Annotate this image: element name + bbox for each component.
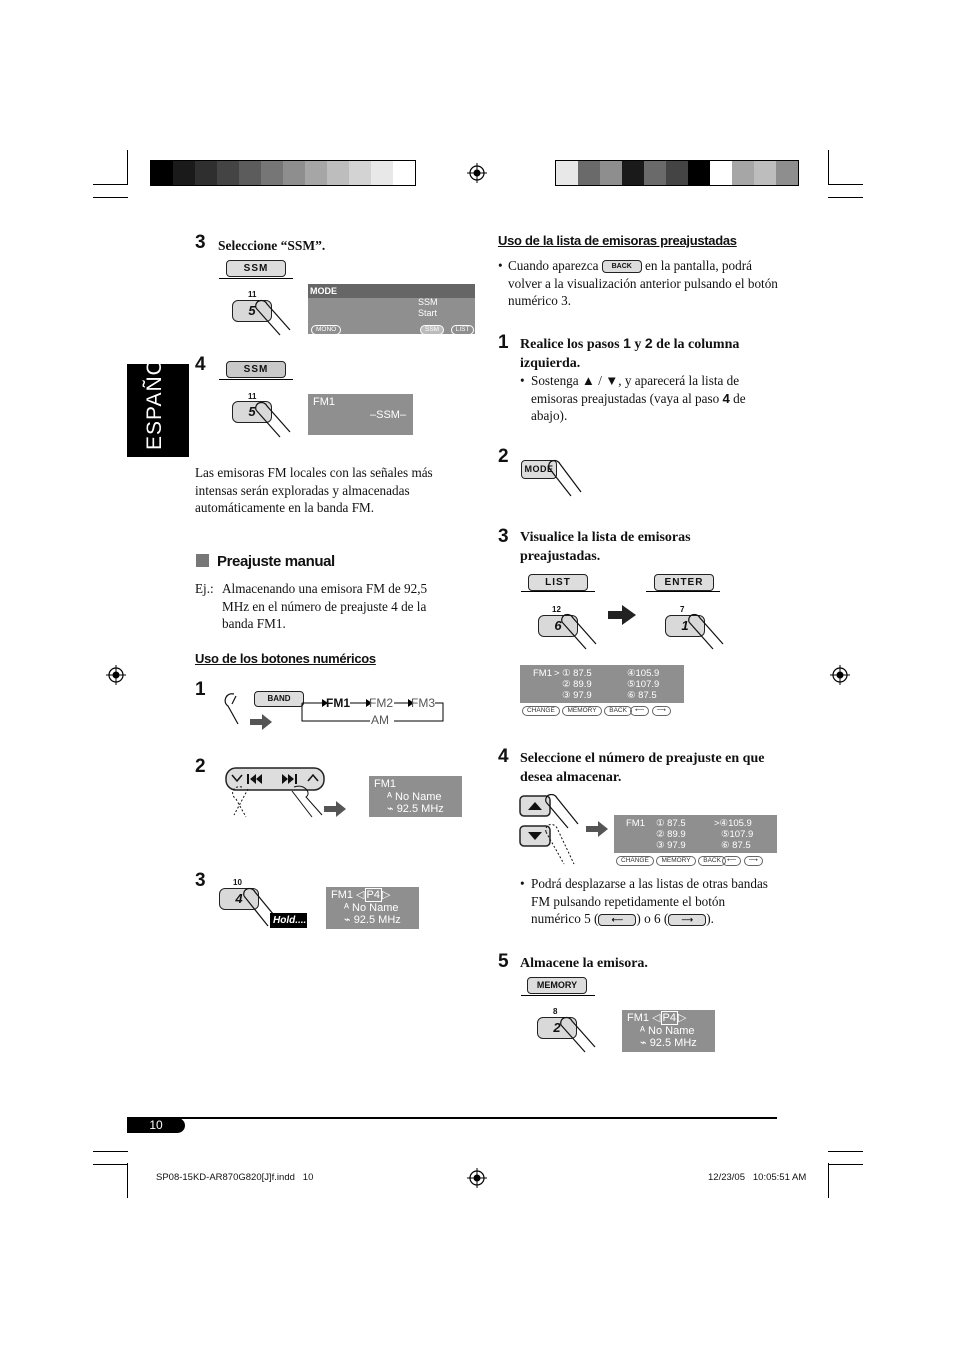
example-text: Almacenando una emisora FM de 92,5 MHz en el número de preajuste 4 de la banda FM1. bbox=[222, 581, 428, 631]
back-key[interactable]: BACK bbox=[602, 260, 642, 273]
step-3-number: 3 bbox=[195, 232, 206, 253]
back-softkey: BACK bbox=[604, 706, 632, 716]
number-key-1[interactable]: 1 bbox=[665, 615, 705, 637]
r-step-1-number: 1 bbox=[498, 332, 509, 353]
tune-screen-freq: 92.5 MHz bbox=[396, 803, 444, 815]
arrow-right-icon bbox=[324, 801, 346, 817]
ssm-screen bbox=[308, 394, 413, 435]
mode-screen-line2: Start bbox=[418, 308, 438, 318]
mono-softkey: MONO bbox=[311, 325, 341, 335]
list-row: ① 87.5 bbox=[562, 668, 592, 679]
enter-key[interactable]: ENTER bbox=[654, 574, 714, 591]
band-key[interactable]: BAND bbox=[254, 691, 304, 707]
list-row: ② 89.9 bbox=[656, 829, 686, 840]
registration-mark-right bbox=[830, 665, 850, 685]
scroll-bands-bullet: • Podrá desplazarse a las listas de otras bandas FM pulsando repetidamente el botón numérico 5 ( ⟵ ) o 6 ( ⟶ ). bbox=[520, 876, 768, 926]
step-3-text: Seleccione “SSM”. bbox=[218, 238, 326, 253]
preset-list-heading: Uso de la lista de emisoras preajustadas bbox=[498, 233, 737, 248]
mode-screen-header: MODE bbox=[308, 284, 475, 298]
r-step-4-number: 4 bbox=[498, 746, 509, 767]
list-row: ④105.9 bbox=[627, 668, 660, 679]
key-5-number: 11 bbox=[248, 290, 257, 299]
tune-screen: FM1 ᴬ No Name ⌁ 92.5 MHz bbox=[369, 776, 462, 817]
example-label: Ej.: bbox=[195, 581, 214, 596]
mode-screen bbox=[308, 284, 475, 334]
next-arrow-icon: ⟶ bbox=[744, 856, 763, 866]
r-step-2-number: 2 bbox=[498, 446, 509, 467]
page-number: 10 bbox=[127, 1118, 185, 1133]
file-info: SP08-15KD-AR870G820[J]f.indd 10 bbox=[156, 1172, 314, 1183]
key-underline bbox=[521, 591, 595, 592]
list-row: ③ 97.9 bbox=[562, 690, 592, 701]
key-underline bbox=[219, 379, 293, 380]
ssm-screen-band: FM1 bbox=[313, 396, 335, 408]
forward-arrow-key-icon: ⟶ bbox=[668, 914, 706, 926]
mode-key[interactable]: MODE bbox=[521, 460, 557, 479]
step-3-number-left: 3 bbox=[195, 870, 206, 891]
step-4-number: 4 bbox=[195, 354, 206, 375]
registration-mark-left bbox=[106, 665, 126, 685]
back-bullet-text-a: Cuando aparezca bbox=[508, 258, 599, 273]
change-softkey: CHANGE bbox=[616, 856, 654, 866]
ssm-screen-text: –SSM– bbox=[370, 409, 407, 421]
prev-arrow-icon: ⟵ bbox=[630, 706, 649, 716]
preset-list-screen: FM1 > ① 87.5 ② 89.9 ③ 97.9 ④105.9 ⑤107.9 ⑥ 87.5 CHANGE MEMORY BACK ⟵ ⟶ bbox=[520, 665, 684, 715]
key-5-number: 11 bbox=[248, 392, 257, 401]
final-screen-preset: P4 bbox=[662, 1012, 676, 1024]
list-row: ② 89.9 bbox=[562, 679, 592, 690]
change-softkey: CHANGE bbox=[522, 706, 560, 716]
final-screen-freq: 92.5 MHz bbox=[649, 1037, 697, 1049]
final-preset-screen: FM1 ◁ P4 ▷ ᴬ No Name ⌁ 92.5 MHz bbox=[622, 1010, 715, 1052]
list-softkey: LIST bbox=[451, 325, 475, 335]
registration-mark-bottom bbox=[467, 1168, 487, 1188]
tune-screen-band: FM1 bbox=[374, 778, 396, 790]
finger-icon bbox=[555, 1011, 601, 1053]
color-bar-right bbox=[555, 160, 799, 186]
mode-screen-line1: SSM bbox=[418, 297, 438, 307]
ssm-key[interactable]: SSM bbox=[226, 260, 286, 277]
r-step-5-number: 5 bbox=[498, 951, 509, 972]
key-4-number: 10 bbox=[233, 878, 242, 887]
number-key-4[interactable]: 4 bbox=[219, 888, 259, 910]
tune-screen-name: No Name bbox=[395, 791, 442, 803]
back-bullet-text-b: en la pantalla, podrá volver a la visualización anterior pulsando el botón numérico 3. bbox=[508, 258, 778, 308]
back-bullet: • Cuando aparezca BACK en la pantalla, podrá volver a la visualización anterior pulsando el botón numérico 3. bbox=[498, 258, 778, 308]
key-6-number: 12 bbox=[552, 605, 561, 614]
preset-screen-preset: P4 bbox=[366, 889, 380, 901]
footer-rule bbox=[127, 1117, 777, 1119]
ssm-key-hold[interactable]: SSM bbox=[226, 361, 286, 378]
preset-screen-band: FM1 bbox=[331, 889, 353, 901]
arrow-right-icon bbox=[608, 605, 636, 625]
prev-arrow-icon: ⟵ bbox=[722, 856, 741, 866]
finger-icon bbox=[545, 458, 585, 498]
band-fm1: FM1 bbox=[326, 696, 350, 710]
ssm-softkey: SSM bbox=[420, 325, 444, 335]
list-row: >④105.9 bbox=[714, 818, 752, 829]
step-1-number: 1 bbox=[195, 679, 206, 700]
list-screen-band: FM1 bbox=[626, 818, 645, 829]
preset-screen-freq: 92.5 MHz bbox=[353, 914, 401, 926]
key-underline bbox=[521, 995, 595, 996]
preset-screen-name: No Name bbox=[352, 902, 399, 914]
next-arrow-icon: ⟶ bbox=[652, 706, 671, 716]
list-row: ⑤107.9 bbox=[627, 679, 660, 690]
key-1-number: 7 bbox=[680, 605, 685, 614]
r-step-5-text: Almacene la emisora. bbox=[520, 956, 648, 971]
date-info: 12/23/05 10:05:51 AM bbox=[708, 1172, 807, 1183]
tune-buttons-icon bbox=[222, 765, 332, 819]
number-key-5[interactable]: 5 bbox=[232, 300, 272, 322]
hold-updown-bullet: • Sostenga ▲ / ▼, y aparecerá la lista de emisoras preajustadas (vaya al paso 4 de abajo). bbox=[520, 373, 746, 423]
arrow-right-icon bbox=[250, 714, 272, 730]
list-screen-band: FM1 bbox=[533, 668, 552, 679]
list-row: ⑥ 87.5 bbox=[627, 690, 657, 701]
number-key-5[interactable]: 5 bbox=[232, 401, 272, 423]
band-fm3: FM3 bbox=[411, 696, 435, 710]
finger-icon bbox=[683, 608, 729, 650]
ssm-description: Las emisoras FM locales con las señales más intensas serán exploradas y almacenadas automáticamente en la banda FM. bbox=[195, 465, 433, 515]
preset-screen: FM1 ◁ P4 ▷ ᴬ No Name ⌁ 92.5 MHz bbox=[326, 887, 419, 929]
registration-mark-top bbox=[467, 163, 487, 183]
key-2-number: 8 bbox=[553, 1007, 558, 1016]
list-row: ③ 97.9 bbox=[656, 840, 686, 851]
language-tab bbox=[127, 345, 189, 457]
final-screen-band: FM1 bbox=[627, 1012, 649, 1024]
section-square-icon bbox=[196, 554, 209, 567]
step-2-number: 2 bbox=[195, 756, 206, 777]
memory-softkey: MEMORY bbox=[656, 856, 695, 866]
list-row: ⑤107.9 bbox=[721, 829, 754, 840]
band-fm2: FM2 bbox=[369, 696, 393, 710]
hold-label: Hold.... bbox=[270, 913, 307, 928]
list-key[interactable]: LIST bbox=[528, 574, 588, 591]
key-underline bbox=[646, 591, 720, 592]
r-step-3-number: 3 bbox=[498, 526, 509, 547]
r-step-4-text: Seleccione el número de preajuste en que desea almacenar. bbox=[520, 751, 765, 785]
band-am: AM bbox=[371, 713, 389, 727]
section-title: Preajuste manual bbox=[217, 553, 335, 570]
color-bar-left bbox=[150, 160, 416, 186]
finger-icon bbox=[556, 608, 602, 650]
list-row: ① 87.5 bbox=[656, 818, 686, 829]
numeric-buttons-heading: Uso de los botones numéricos bbox=[195, 651, 376, 666]
list-row: ⑥ 87.5 bbox=[721, 840, 751, 851]
back-arrow-key-icon: ⟵ bbox=[598, 914, 636, 926]
preset-list-screen-2 bbox=[614, 815, 777, 865]
finger-icon bbox=[250, 294, 296, 336]
finger-icon bbox=[250, 396, 296, 438]
r-step-1-text: Realice los pasos 1 y 2 de la columna izquierda. bbox=[520, 335, 740, 371]
back-softkey: BACK bbox=[698, 856, 726, 866]
number-key-6[interactable]: 6 bbox=[538, 615, 578, 637]
arrow-right-icon bbox=[586, 821, 608, 837]
memory-softkey: MEMORY bbox=[562, 706, 601, 716]
number-key-2[interactable]: 2 bbox=[537, 1017, 577, 1039]
r-step-3-text: Visualice la lista de emisoras preajustadas. bbox=[520, 530, 691, 564]
final-screen-name: No Name bbox=[648, 1025, 695, 1037]
language-tab-label: ESPAÑOL bbox=[143, 345, 166, 450]
memory-key[interactable]: MEMORY bbox=[527, 977, 587, 994]
key-underline bbox=[219, 278, 293, 279]
